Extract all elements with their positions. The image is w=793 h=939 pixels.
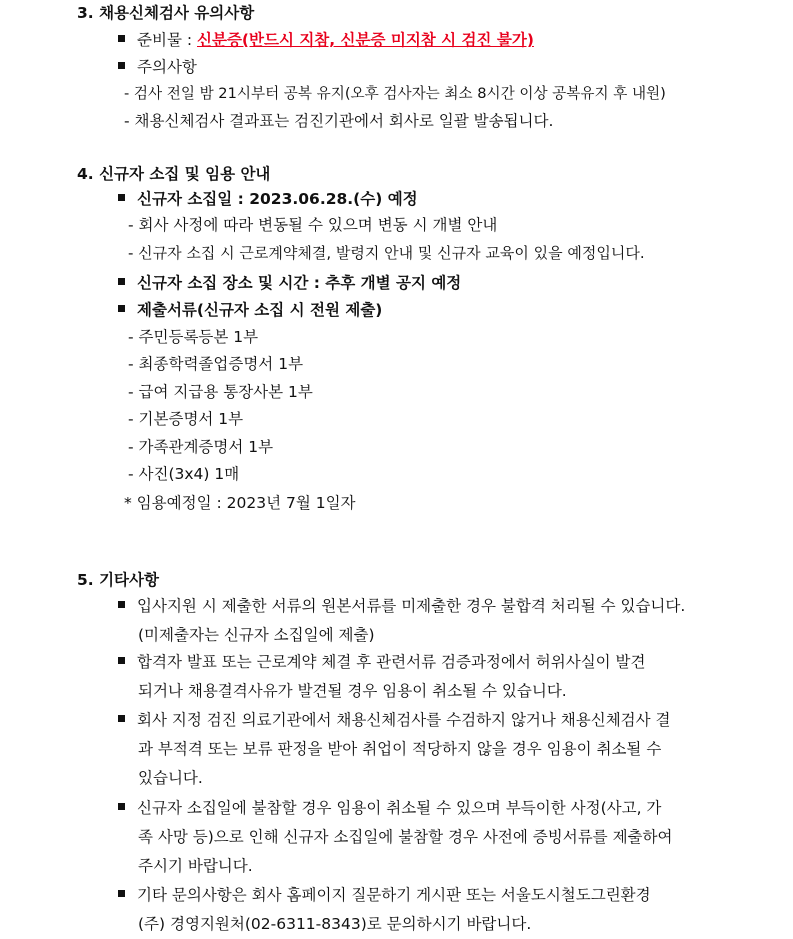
section-5-heading: 5. 기타사항 — [77, 571, 159, 589]
bullet-square-icon — [118, 601, 125, 608]
caution-item — [118, 56, 197, 78]
other-item-2 — [118, 651, 646, 673]
documents-text: 제출서류(신규자 소집 시 전원 제출) — [137, 301, 383, 319]
bullet-square-icon — [118, 278, 125, 285]
other-item-5-line-1: 기타 문의사항은 회사 홈페이지 질문하기 게시판 또는 서울도시철도그린환경 — [137, 886, 651, 904]
document-list-item: - 주민등록등본 1부 — [128, 328, 259, 346]
prep-label: 준비물 : — [137, 31, 197, 49]
bullet-square-icon — [118, 803, 125, 810]
documents-item — [118, 299, 382, 321]
bullet-square-icon — [118, 890, 125, 897]
document-list-item: - 사진(3x4) 1매 — [128, 465, 240, 483]
caution-detail-2: - 채용신체검사 결과표는 검진기관에서 회사로 일괄 발송됩니다. — [124, 112, 554, 130]
other-item-2-line-2: 되거나 채용결격사유가 발견될 경우 임용이 취소될 수 있습니다. — [138, 682, 567, 700]
bullet-square-icon — [118, 194, 125, 201]
other-item-5-line-2: (주) 경영지원처(02-6311-8343)로 문의하시기 바랍니다. — [138, 915, 532, 933]
caution-label: 주의사항 — [137, 58, 197, 76]
bullet-square-icon — [118, 715, 125, 722]
gathering-place-text: 신규자 소집 장소 및 시간 : 추후 개별 공지 예정 — [137, 274, 462, 292]
document-list-item: - 가족관계증명서 1부 — [128, 438, 274, 456]
other-item-1-line-1: 입사지원 시 제출한 서류의 원본서류를 미제출한 경우 불합격 처리될 수 있습니다. — [137, 597, 686, 615]
gathering-place-item — [118, 272, 461, 294]
gathering-date-text: 신규자 소집일 : 2023.06.28.(수) 예정 — [137, 190, 418, 208]
document-list-item: - 기본증명서 1부 — [128, 410, 244, 428]
other-item-4-line-2: 족 사망 등)으로 인해 신규자 소집일에 불참할 경우 사전에 증빙서류를 제출하여 — [138, 828, 673, 846]
gathering-detail-2: - 신규자 소집 시 근로계약체결, 발령지 안내 및 신규자 교육이 있을 예정입니다. — [128, 244, 645, 262]
other-item-2-line-1: 합격자 발표 또는 근로계약 체결 후 관련서류 검증과정에서 허위사실이 발견 — [137, 653, 646, 671]
section-3-heading: 3. 채용신체검사 유의사항 — [77, 4, 255, 22]
gathering-detail-1: - 회사 사정에 따라 변동될 수 있으며 변동 시 개별 안내 — [128, 216, 498, 234]
document-list-item: - 최종학력졸업증명서 1부 — [128, 355, 304, 373]
section-4-heading: 4. 신규자 소집 및 임용 안내 — [77, 165, 271, 183]
bullet-square-icon — [118, 305, 125, 312]
prep-item — [118, 29, 534, 51]
other-item-5 — [118, 884, 651, 906]
gathering-date-item — [118, 188, 418, 210]
other-item-1-line-2: (미제출자는 신규자 소집일에 제출) — [138, 626, 375, 644]
appointment-note: * 임용예정일 : 2023년 7월 1일자 — [124, 494, 356, 512]
other-item-4-line-3: 주시기 바랍니다. — [138, 857, 253, 875]
other-item-3-line-2: 과 부적격 또는 보류 판정을 받아 취업이 적당하지 않을 경우 임용이 취소될 수 — [138, 740, 662, 758]
other-item-4 — [118, 797, 661, 819]
other-item-3 — [118, 709, 671, 731]
other-item-3-line-3: 있습니다. — [138, 769, 203, 787]
bullet-square-icon — [118, 62, 125, 69]
bullet-square-icon — [118, 657, 125, 664]
caution-detail-1: - 검사 전일 밤 21시부터 공복 유지(오후 검사자는 최소 8시간 이상 공복유지 후 내원) — [124, 85, 666, 102]
other-item-3-line-1: 회사 지정 검진 의료기관에서 채용신체검사를 수검하지 않거나 채용신체검사 결 — [137, 711, 671, 729]
other-item-4-line-1: 신규자 소집일에 불참할 경우 임용이 취소될 수 있으며 부득이한 사정(사고, 가 — [137, 799, 662, 817]
other-item-1 — [118, 595, 685, 617]
bullet-square-icon — [118, 35, 125, 42]
document-list-item: - 급여 지급용 통장사본 1부 — [128, 383, 313, 401]
prep-value: 신분증(반드시 지참, 신분증 미지참 시 검진 불가) — [197, 31, 534, 49]
